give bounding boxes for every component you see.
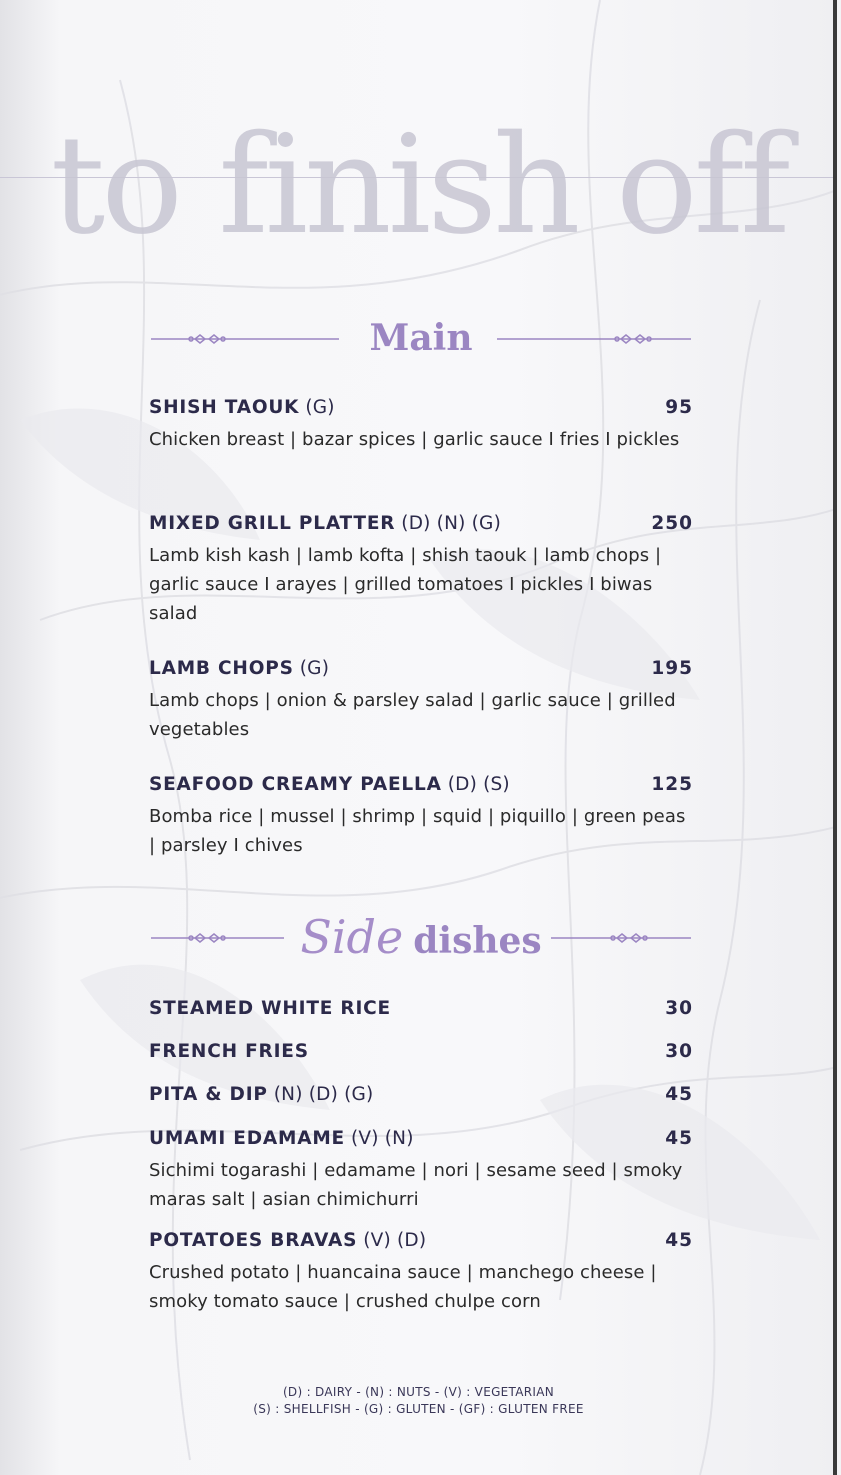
side-heading-plain: dishes — [413, 920, 542, 962]
item-name: UMAMI EDAMAME (V) (N) — [149, 1128, 414, 1149]
item-name: POTATOES BRAVAS (V) (D) — [149, 1230, 427, 1251]
legend-line-2: (S) : SHELLFISH - (G) : GLUTEN - (GF) : GLUTEN FREE — [253, 1402, 584, 1416]
item-description: Crushed potato | huancaina sauce | manchego cheese | smoky tomato sauce | crushed chulpe corn — [149, 1262, 657, 1312]
item-price: 250 — [651, 513, 693, 534]
item-price: 125 — [651, 774, 693, 795]
menu-item — [149, 1084, 693, 1110]
side-heading-script: Side — [300, 910, 404, 964]
main-heading-label: Main — [369, 317, 473, 359]
item-price: 45 — [665, 1084, 693, 1105]
item-name: STEAMED WHITE RICE — [149, 998, 391, 1019]
main-section-heading — [149, 313, 693, 363]
menu-item — [149, 658, 693, 744]
item-name: SEAFOOD CREAMY PAELLA (D) (S) — [149, 774, 510, 795]
item-price: 45 — [665, 1128, 693, 1149]
page-title: to finish off — [50, 107, 787, 265]
menu-item — [149, 1041, 693, 1067]
item-allergen-tags: (N) (D) (G) — [273, 1084, 374, 1105]
item-price: 95 — [665, 397, 693, 418]
allergen-legend — [0, 1384, 837, 1418]
menu-item — [149, 397, 693, 454]
item-allergen-tags: (G) — [305, 397, 335, 418]
item-price: 45 — [665, 1230, 693, 1251]
item-name: SHISH TAOUK (G) — [149, 397, 335, 418]
menu-item — [149, 998, 693, 1024]
item-allergen-tags: (V) (D) — [363, 1230, 427, 1251]
item-price: 30 — [665, 1041, 693, 1062]
item-allergen-tags: (G) — [299, 658, 330, 679]
menu-item — [149, 513, 693, 628]
side-heading-label — [149, 910, 693, 964]
item-description: Chicken breast | bazar spices | garlic sauce I fries I pickles — [149, 429, 680, 450]
item-allergen-tags: (D) (S) — [447, 774, 510, 795]
item-name: PITA & DIP (N) (D) (G) — [149, 1084, 374, 1105]
side-section-heading — [149, 910, 693, 964]
item-name: LAMB CHOPS (G) — [149, 658, 330, 679]
item-description: Bomba rice | mussel | shrimp | squid | piquillo | green peas | parsley I chives — [149, 806, 686, 856]
item-price: 30 — [665, 998, 693, 1019]
item-description: Sichimi togarashi | edamame | nori | sesame seed | smoky maras salt | asian chimichurri — [149, 1160, 683, 1210]
menu-item — [149, 1230, 693, 1316]
item-name: FRENCH FRIES — [149, 1041, 309, 1062]
item-description: Lamb chops | onion & parsley salad | garlic sauce | grilled vegetables — [149, 690, 676, 740]
item-description: Lamb kish kash | lamb kofta | shish taouk | lamb chops | garlic sauce I arayes | grilled tomatoes I pickles I biwas salad — [149, 545, 662, 624]
item-allergen-tags: (D) (N) (G) — [401, 513, 501, 534]
item-price: 195 — [651, 658, 693, 679]
page-edge — [833, 0, 837, 1475]
menu-item — [149, 774, 693, 860]
item-name: MIXED GRILL PLATTER (D) (N) (G) — [149, 513, 501, 534]
legend-line-1: (D) : DAIRY - (N) : NUTS - (V) : VEGETARIAN — [282, 1385, 555, 1399]
item-allergen-tags: (V) (N) — [350, 1128, 414, 1149]
menu-item — [149, 1128, 693, 1214]
